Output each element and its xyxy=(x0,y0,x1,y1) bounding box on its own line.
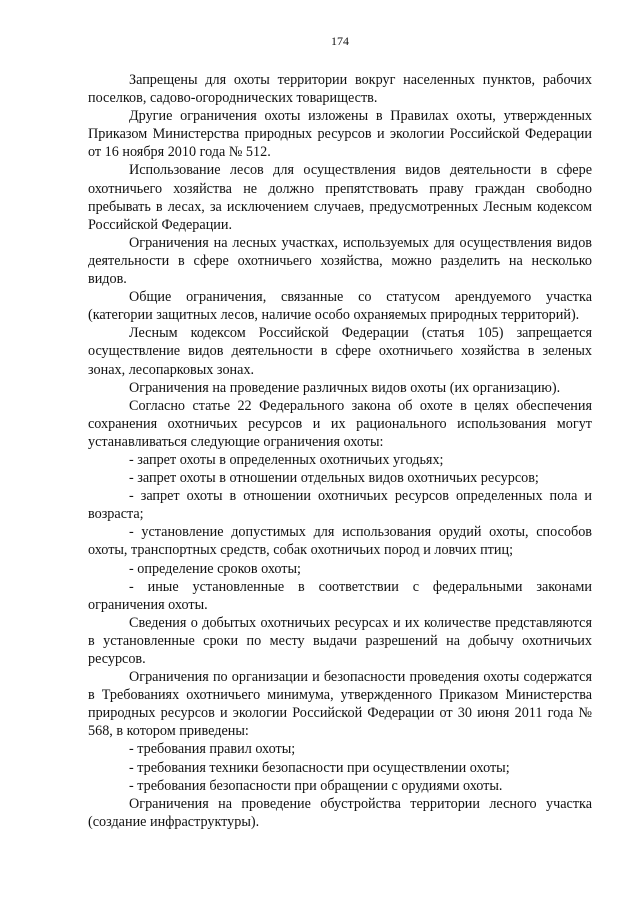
paragraph: Другие ограничения охоты изложены в Правилах охоты, утвержденных Приказом Министерства природных ресурсов и экологии Российской Федерации от 16 ноября 2010 года № 512. xyxy=(88,108,592,161)
list-item: - требования правил охоты; xyxy=(129,741,296,758)
list-item: - определение сроков охоты; xyxy=(129,560,301,577)
paragraph: Согласно статье 22 Федерального закона об охоте в целях обеспечения сохранения охотничьих ресурсов и их рационального использования могут устанавливаться следующие ограничения охоты: xyxy=(88,397,592,450)
paragraph: Сведения о добытых охотничьих ресурсах и их количестве представляются в установленные сроки по месту выдачи разрешений на добычу охотничьих ресурсов. xyxy=(88,614,592,667)
paragraph: Общие ограничения, связанные со статусом арендуемого участка (категории защитных лесов, наличие особо охраняемых природных территорий). xyxy=(88,289,592,324)
document-body xyxy=(88,71,592,831)
paragraph: Ограничения на проведение обустройства территории лесного участка (создание инфраструктуры). xyxy=(88,795,592,830)
paragraph: Ограничения по организации и безопасности проведения охоты содержатся в Требованиях охотничьего минимума, утвержденного Приказом Министерства природных ресурсов и экологии Российской Федерации от 30 июня 2011 года № 568, в котором приведены: xyxy=(88,669,592,740)
list-item: - запрет охоты в отношении охотничьих ресурсов определенных пола и возраста; xyxy=(88,488,592,523)
paragraph: Ограничения на лесных участках, используемых для осуществления видов деятельности в сфере охотничьего хозяйства, можно разделить на несколько видов. xyxy=(88,234,592,288)
paragraph: Ограничения на проведение различных видов охоты (их организацию). xyxy=(129,379,561,396)
paragraph: Запрещены для охоты территории вокруг населенных пунктов, рабочих поселков, садово-огороднических товариществ. xyxy=(88,72,592,107)
list-item: - запрет охоты в определенных охотничьих угодьях; xyxy=(129,451,444,468)
document-page xyxy=(88,0,592,905)
list-item: - запрет охоты в отношении отдельных видов охотничьих ресурсов; xyxy=(129,470,539,487)
paragraph: Лесным кодексом Российской Федерации (статья 105) запрещается осуществление видов деятельности в сфере охотничьего хозяйства в зеленых зонах, лесопарковых зонах. xyxy=(88,325,592,378)
list-item: - установление допустимых для использования орудий охоты, способов охоты, транспортных средств, собак охотничьих пород и ловчих птиц; xyxy=(88,524,592,559)
list-item: - иные установленные в соответствии с федеральными законами ограничения охоты. xyxy=(88,578,592,613)
list-item: - требования безопасности при обращении с орудиями охоты. xyxy=(129,777,503,794)
page-number: 174 xyxy=(331,34,349,48)
list-item: - требования техники безопасности при осуществлении охоты; xyxy=(129,759,510,776)
paragraph: Использование лесов для осуществления видов деятельности в сфере охотничьего хозяйства не должно препятствовать праву граждан свободно пребывать в лесах, за исключением случаев, предусмотренных Лесным кодексом Российской Федерации. xyxy=(88,162,592,233)
